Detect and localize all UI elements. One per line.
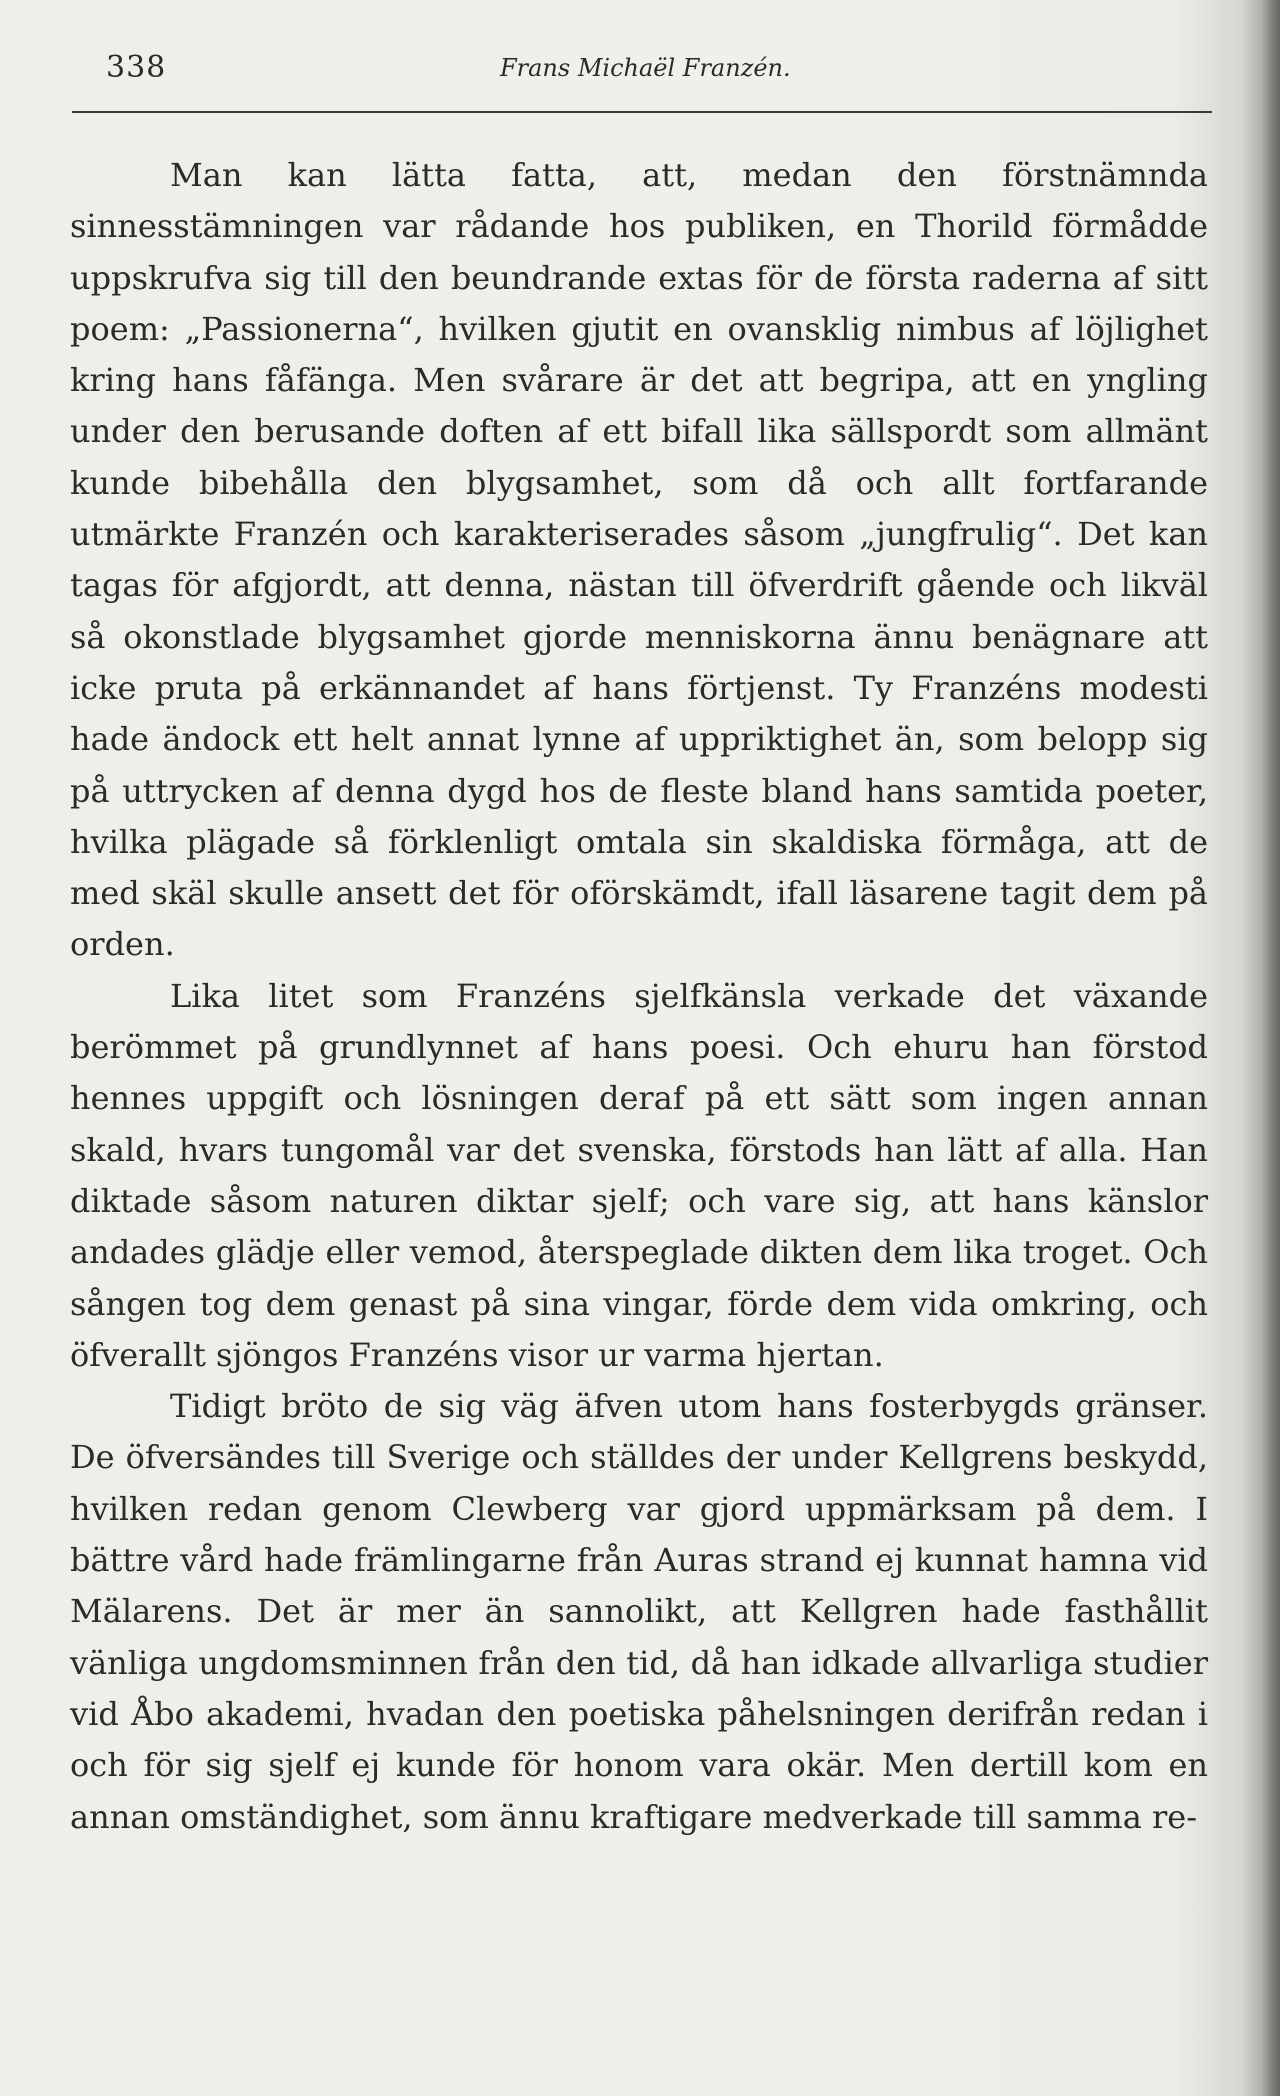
running-title: Frans Michaël Franzén.: [500, 54, 791, 82]
page-edge-shadow: [1262, 0, 1280, 2096]
paragraph-3: Tidigt bröto de sig väg äfven utom hans fosterbygds gränser. De öfversändes till Sverige och ställdes der under Kellgrens beskydd, hvilken redan genom Clewberg var gjord uppmärksam på dem. I bättre vård hade främlingarne från Auras strand ej kunnat hamna vid Mälarens. Det är mer än sannolikt, att Kellgren hade fasthållit vänliga ungdomsminnen från den tid, då han idkade allvarliga studier vid Åbo akademi, hvadan den poetiska påhelsningen derifrån redan i och för sig sjelf ej kunde för honom vara okär. Men dertill kom en annan omständighet, som ännu kraftigare medverkade till samma re-: [70, 1387, 1208, 1836]
paragraph-2: Lika litet som Franzéns sjelfkänsla verkade det växande berömmet på grundlynnet af hans poesi. Och ehuru han förstod hennes uppgift och lösningen deraf på ett sätt som ingen annan skald, hvars tungomål var det svenska, förstods han lätt af alla. Han diktade såsom naturen diktar sjelf; och vare sig, att hans känslor andades glädje eller vemod, återspeglade dikten dem lika troget. Och sången tog dem genast på sina vingar, förde dem vida omkring, och öfverallt sjöngos Franzéns visor ur varma hjertan.: [70, 976, 1208, 1374]
page-number: 338: [106, 50, 167, 85]
running-head: [70, 50, 1210, 90]
header-rule: [72, 111, 1212, 113]
paragraph-1: Man kan lätta fatta, att, medan den förstnämnda sinnesstämningen var rådande hos publiken, en Thorild förmådde uppskrufva sig till den beundrande extas för de första raderna af sitt poem: „Passionerna“, hvilken gjutit en ovansklig nimbus af löjlighet kring hans fåfänga. Men svårare är det att begripa, att en yngling under den berusande doften af ett bifall lika sällspordt som allmänt kunde bibehålla den blygsamhet, som då och allt fortfarande utmärkte Franzén och karakteriserades såsom „jungfrulig“. Det kan tagas för afgjordt, att denna, nästan till öfverdrift gående och likväl så okonstlade blygsamhet gjorde menniskorna ännu benägnare att icke pruta på erkännandet af hans förtjenst. Ty Franzéns modesti hade ändock ett helt annat lynne af uppriktighet än, som belopp sig på uttrycken af denna dygd hos de fleste bland hans samtida poeter, hvilka plägade så förklenligt omtala sin skaldiska förmåga, att de med skäl skulle ansett det för oförskämdt, ifall läsarene tagit dem på orden.: [70, 156, 1208, 964]
body-text: [70, 150, 1208, 1843]
